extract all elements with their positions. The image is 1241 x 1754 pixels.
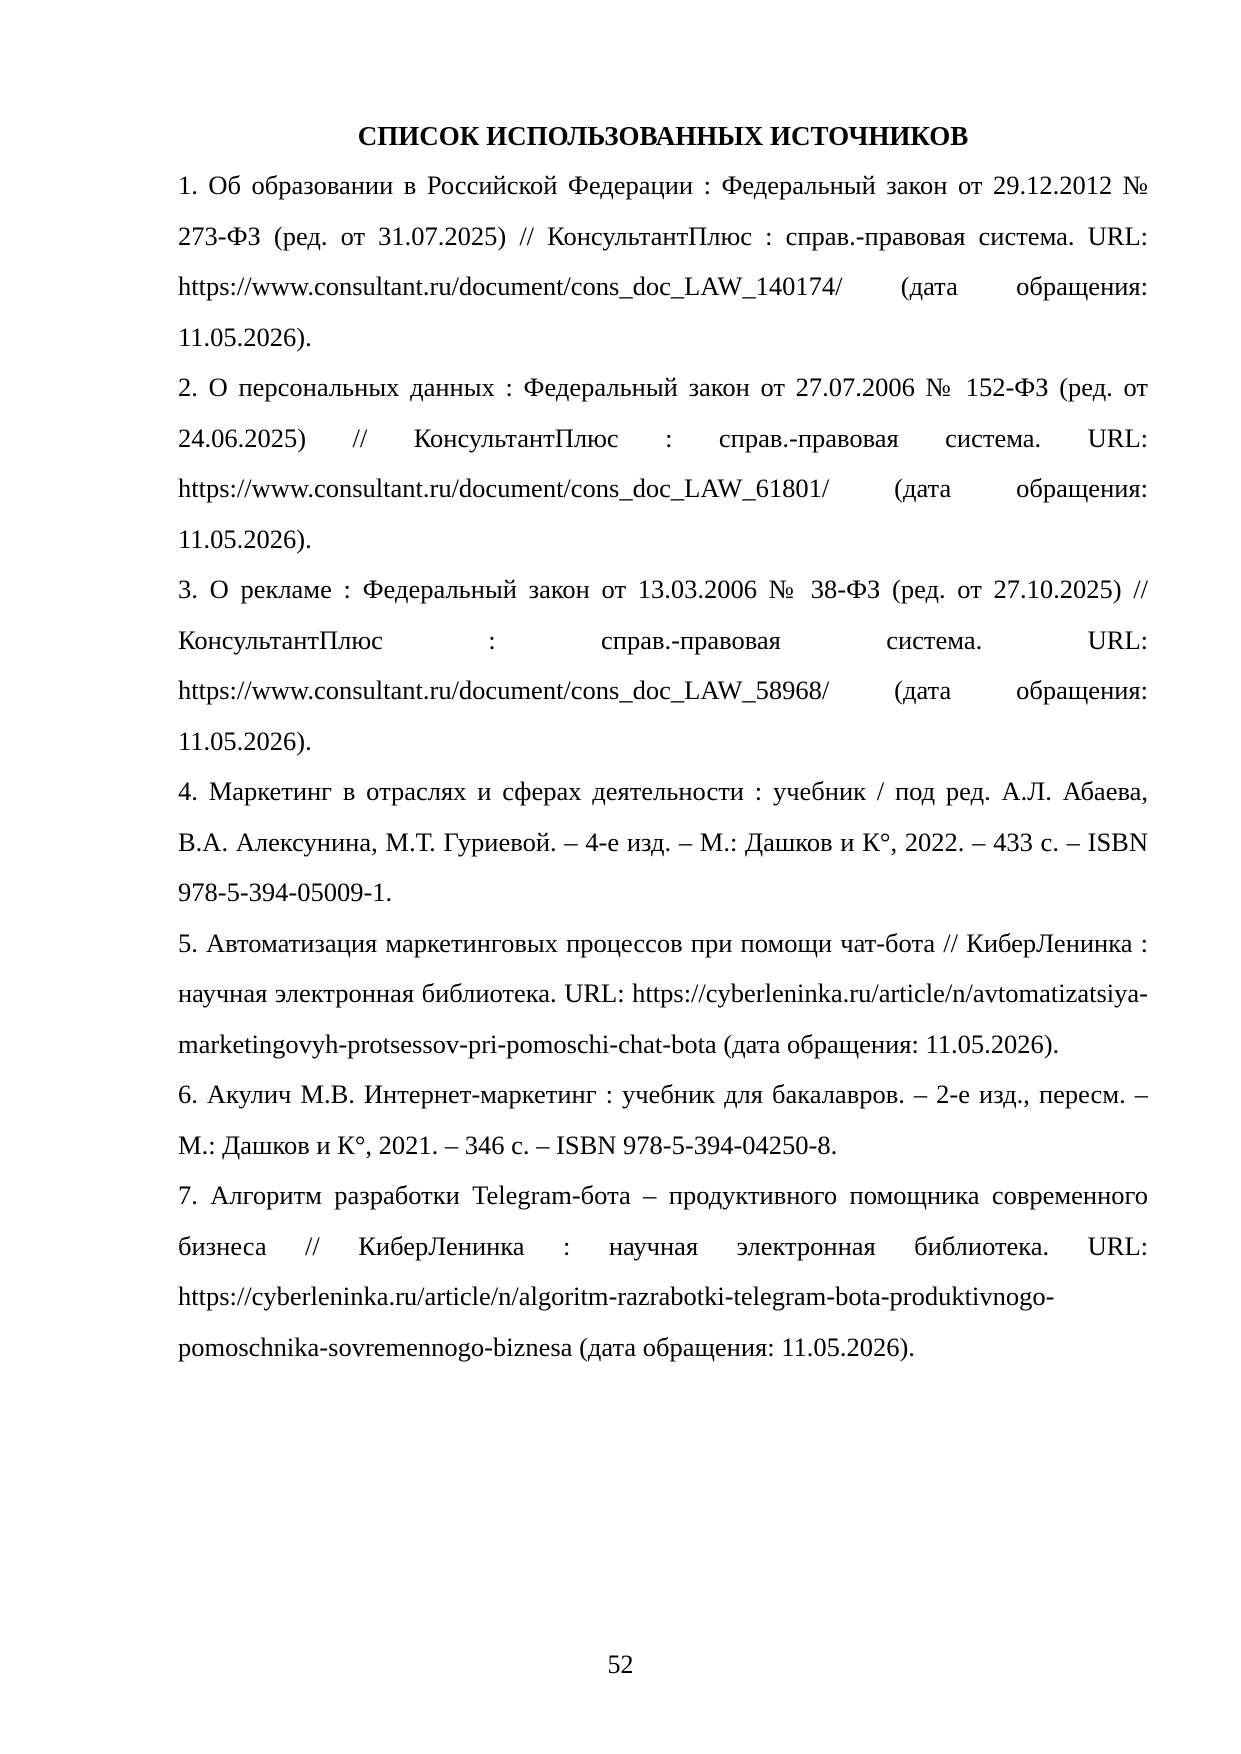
reference-item-3 bbox=[178, 564, 1148, 766]
reference-number: 6. bbox=[178, 1079, 198, 1109]
page-title: СПИСОК ИСПОЛЬЗОВАННЫХ ИСТОЧНИКОВ bbox=[357, 121, 969, 151]
reference-number: 2. bbox=[178, 372, 198, 402]
reference-url-link[interactable]: https://cyberleninka.ru/article/n/algoritm-razrabotki-telegram-bota-produktivnogo-pomoschnika-sovremennogo-biznesa bbox=[178, 1281, 1055, 1362]
reference-number: 4. bbox=[178, 776, 198, 806]
reference-item-7 bbox=[178, 1170, 1148, 1372]
reference-access-date: (дата обращения: 11.05.2026). bbox=[716, 1028, 1060, 1059]
reference-access-date: (дата обращения: 11.05.2026). bbox=[178, 675, 1148, 756]
reference-number: 3. bbox=[178, 574, 198, 604]
reference-item-4 bbox=[178, 766, 1148, 918]
reference-access-date: (дата обращения: 11.05.2026). bbox=[178, 473, 1148, 554]
page-number: 52 bbox=[607, 1650, 634, 1679]
reference-item-1 bbox=[178, 160, 1148, 362]
reference-text: Маркетинг в отраслях и сферах деятельности : учебник / под ред. А.Л. Абаева, В.А. Алексунина, М.Т. Гуриевой. – 4-е изд. – М.: Дашков и К°, 2022. – 433 с. – ISBN 978-5-394-05009-1. bbox=[178, 776, 1149, 907]
reference-text: Об образовании в Российской Федерации : Федеральный закон от 29.12.2012 № 273-ФЗ (ред. от 31.07.2025) // КонсультантПлюс : справ.-правовая система. URL: bbox=[178, 170, 1149, 251]
reference-url-link[interactable]: https://www.consultant.ru/document/cons_doc_LAW_58968/ bbox=[178, 675, 830, 705]
reference-number: 7. bbox=[178, 1180, 198, 1210]
reference-access-date: (дата обращения: 11.05.2026). bbox=[178, 271, 1148, 352]
reference-url-link[interactable]: https://www.consultant.ru/document/cons_doc_LAW_61801/ bbox=[178, 473, 830, 503]
reference-url-link[interactable]: https://cyberleninka.ru/article/n/avtomatizatsiya-marketingovyh-protsessov-pri-pomoschi-chat-bota bbox=[178, 978, 1148, 1059]
reference-access-date: (дата обращения: 11.05.2026). bbox=[572, 1331, 915, 1362]
reference-url-link[interactable]: https://www.consultant.ru/document/cons_doc_LAW_140174/ bbox=[178, 271, 843, 301]
reference-item-5 bbox=[178, 918, 1148, 1070]
reference-item-6 bbox=[178, 1069, 1148, 1170]
reference-text: О персональных данных : Федеральный закон от 27.07.2006 № 152-ФЗ (ред. от 24.06.2025) // КонсультантПлюс : справ.-правовая система. URL: bbox=[178, 372, 1148, 453]
reference-list bbox=[178, 160, 1148, 1372]
reference-text: Алгоритм разработки Telegram-бота – продуктивного помощника современного бизнеса // КиберЛенинка : научная электронная библиотека. URL: bbox=[178, 1180, 1148, 1261]
reference-item-2 bbox=[178, 362, 1148, 564]
reference-number: 5. bbox=[178, 927, 198, 958]
reference-text: Автоматизация маркетинговых процессов при помощи чат-бота // КиберЛенинка : научная электронная библиотека. URL: bbox=[178, 927, 1148, 1008]
reference-number: 1. bbox=[178, 170, 198, 200]
reference-text: Акулич М.В. Интернет-маркетинг : учебник для бакалавров. – 2-е изд., пересм. – М.: Дашков и К°, 2021. – 346 с. – ISBN 978-5-394-04250-8. bbox=[178, 1079, 1148, 1160]
reference-text: О рекламе : Федеральный закон от 13.03.2006 № 38-ФЗ (ред. от 27.10.2025) // КонсультантПлюс : справ.-правовая система. URL: bbox=[178, 574, 1149, 655]
